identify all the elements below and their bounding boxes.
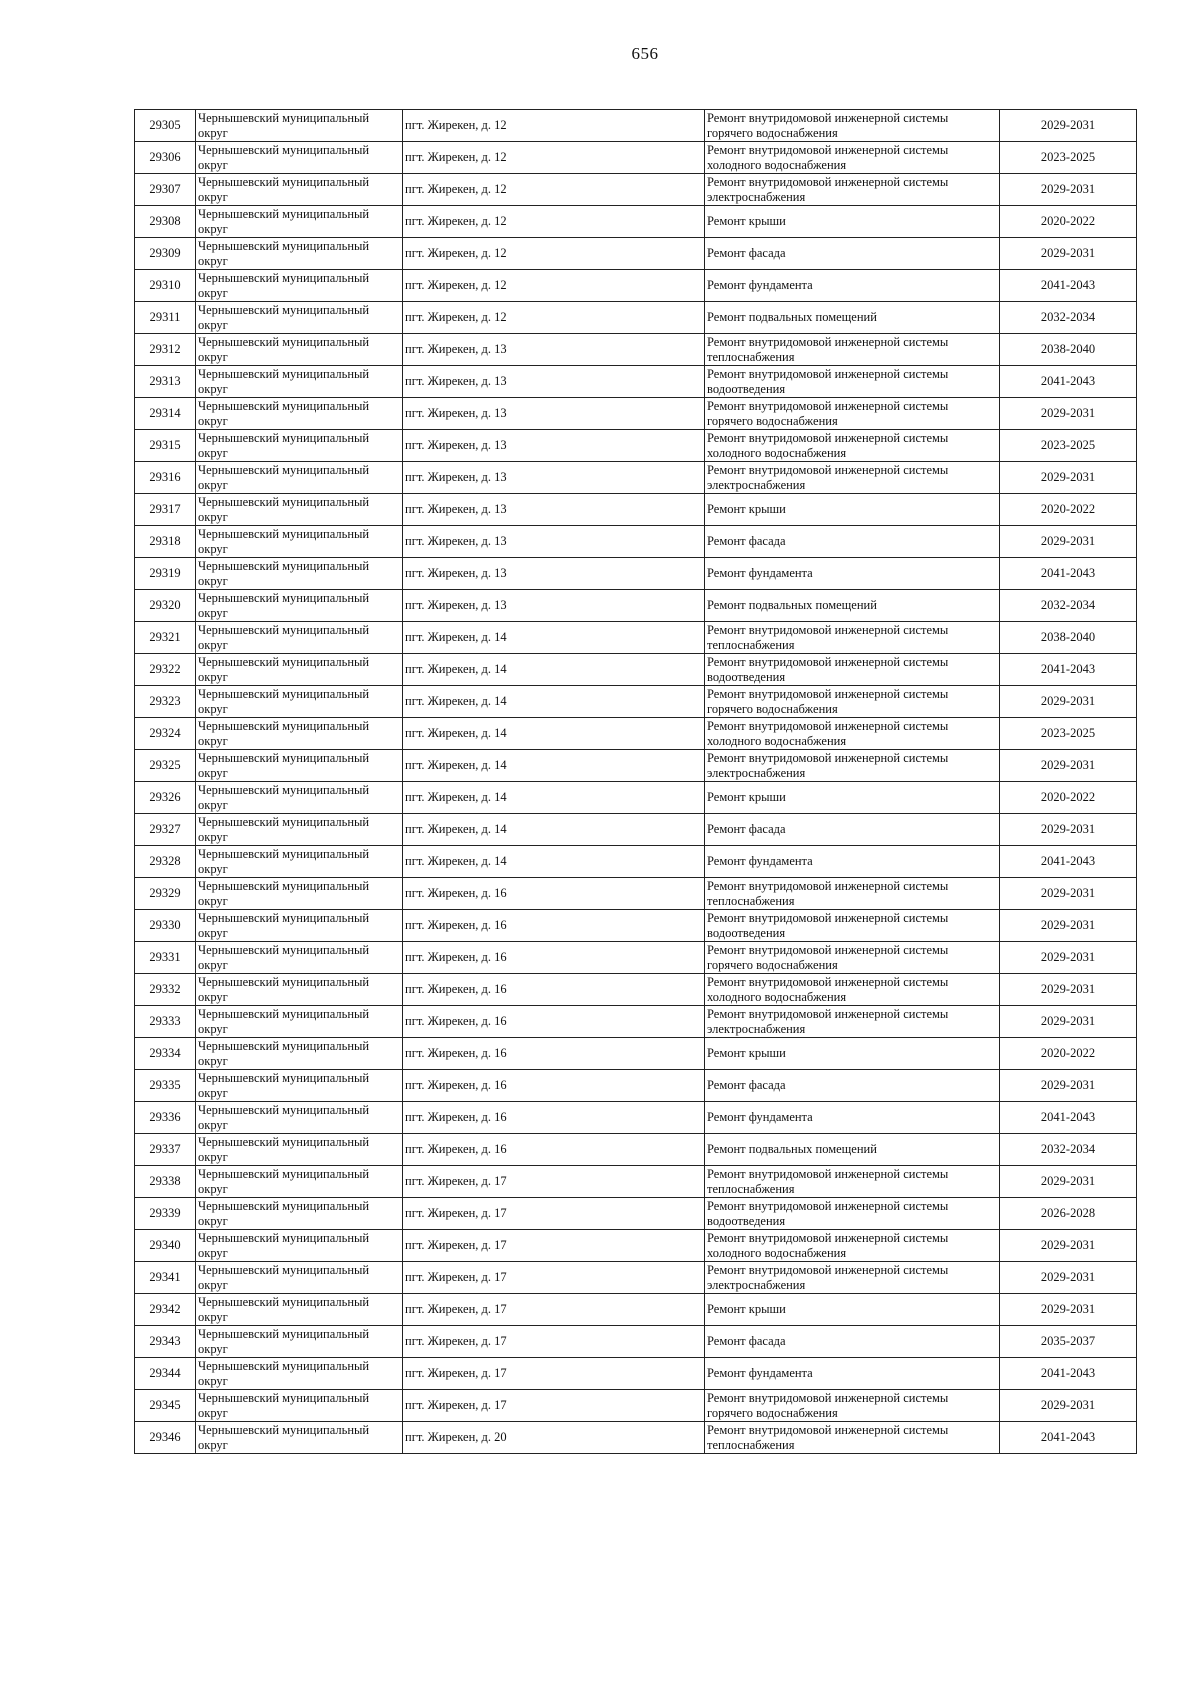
- work-type-cell: Ремонт подвальных помещений: [705, 1134, 1000, 1166]
- municipality-cell: Чернышевский муниципальный округ: [196, 494, 403, 526]
- period-cell: 2041-2043: [1000, 1102, 1137, 1134]
- table-row: [135, 398, 1137, 430]
- municipality-cell: Чернышевский муниципальный округ: [196, 366, 403, 398]
- municipality-cell: Чернышевский муниципальный округ: [196, 398, 403, 430]
- work-type-cell: Ремонт фасада: [705, 1326, 1000, 1358]
- work-type-cell: Ремонт фасада: [705, 238, 1000, 270]
- row-number: 29333: [135, 1006, 196, 1038]
- row-number: 29330: [135, 910, 196, 942]
- row-number: 29339: [135, 1198, 196, 1230]
- row-number: 29316: [135, 462, 196, 494]
- address-cell: пгт. Жирекен, д. 14: [403, 654, 705, 686]
- period-cell: 2041-2043: [1000, 1422, 1137, 1454]
- row-number: 29319: [135, 558, 196, 590]
- period-cell: 2035-2037: [1000, 1326, 1137, 1358]
- row-number: 29342: [135, 1294, 196, 1326]
- row-number: 29318: [135, 526, 196, 558]
- period-cell: 2023-2025: [1000, 430, 1137, 462]
- address-cell: пгт. Жирекен, д. 17: [403, 1262, 705, 1294]
- municipality-cell: Чернышевский муниципальный округ: [196, 1262, 403, 1294]
- municipality-cell: Чернышевский муниципальный округ: [196, 1326, 403, 1358]
- address-cell: пгт. Жирекен, д. 13: [403, 494, 705, 526]
- row-number: 29340: [135, 1230, 196, 1262]
- row-number: 29310: [135, 270, 196, 302]
- table-row: [135, 1038, 1137, 1070]
- table-row: [135, 1134, 1137, 1166]
- municipality-cell: Чернышевский муниципальный округ: [196, 526, 403, 558]
- period-cell: 2029-2031: [1000, 1390, 1137, 1422]
- address-cell: пгт. Жирекен, д. 12: [403, 110, 705, 142]
- table-row: [135, 1166, 1137, 1198]
- table-row: [135, 494, 1137, 526]
- address-cell: пгт. Жирекен, д. 16: [403, 974, 705, 1006]
- period-cell: 2029-2031: [1000, 1294, 1137, 1326]
- work-type-cell: Ремонт фундамента: [705, 1102, 1000, 1134]
- address-cell: пгт. Жирекен, д. 13: [403, 462, 705, 494]
- municipality-cell: Чернышевский муниципальный округ: [196, 1230, 403, 1262]
- table-row: [135, 750, 1137, 782]
- row-number: 29313: [135, 366, 196, 398]
- table-row: [135, 526, 1137, 558]
- table-row: [135, 910, 1137, 942]
- address-cell: пгт. Жирекен, д. 16: [403, 942, 705, 974]
- municipality-cell: Чернышевский муниципальный округ: [196, 782, 403, 814]
- address-cell: пгт. Жирекен, д. 17: [403, 1358, 705, 1390]
- work-type-cell: Ремонт внутридомовой инженерной системы горячего водоснабжения: [705, 942, 1000, 974]
- row-number: 29344: [135, 1358, 196, 1390]
- row-number: 29317: [135, 494, 196, 526]
- municipality-cell: Чернышевский муниципальный округ: [196, 174, 403, 206]
- table-row: [135, 1390, 1137, 1422]
- table-row: [135, 334, 1137, 366]
- address-cell: пгт. Жирекен, д. 16: [403, 1102, 705, 1134]
- municipality-cell: Чернышевский муниципальный округ: [196, 142, 403, 174]
- table-row: [135, 1326, 1137, 1358]
- table-row: [135, 430, 1137, 462]
- address-cell: пгт. Жирекен, д. 16: [403, 1134, 705, 1166]
- address-cell: пгт. Жирекен, д. 16: [403, 910, 705, 942]
- work-type-cell: Ремонт крыши: [705, 782, 1000, 814]
- table-row: [135, 782, 1137, 814]
- row-number: 29311: [135, 302, 196, 334]
- address-cell: пгт. Жирекен, д. 12: [403, 270, 705, 302]
- row-number: 29329: [135, 878, 196, 910]
- municipality-cell: Чернышевский муниципальный округ: [196, 846, 403, 878]
- address-cell: пгт. Жирекен, д. 12: [403, 302, 705, 334]
- work-type-cell: Ремонт фундамента: [705, 1358, 1000, 1390]
- period-cell: 2029-2031: [1000, 686, 1137, 718]
- work-type-cell: Ремонт внутридомовой инженерной системы теплоснабжения: [705, 1422, 1000, 1454]
- address-cell: пгт. Жирекен, д. 13: [403, 398, 705, 430]
- period-cell: 2029-2031: [1000, 174, 1137, 206]
- address-cell: пгт. Жирекен, д. 12: [403, 206, 705, 238]
- row-number: 29320: [135, 590, 196, 622]
- table-row: [135, 174, 1137, 206]
- period-cell: 2041-2043: [1000, 270, 1137, 302]
- work-type-cell: Ремонт фундамента: [705, 270, 1000, 302]
- row-number: 29321: [135, 622, 196, 654]
- address-cell: пгт. Жирекен, д. 17: [403, 1326, 705, 1358]
- work-type-cell: Ремонт крыши: [705, 206, 1000, 238]
- municipality-cell: Чернышевский муниципальный округ: [196, 622, 403, 654]
- table-row: [135, 1230, 1137, 1262]
- address-cell: пгт. Жирекен, д. 17: [403, 1390, 705, 1422]
- row-number: 29331: [135, 942, 196, 974]
- address-cell: пгт. Жирекен, д. 14: [403, 750, 705, 782]
- address-cell: пгт. Жирекен, д. 17: [403, 1294, 705, 1326]
- row-number: 29341: [135, 1262, 196, 1294]
- period-cell: 2041-2043: [1000, 558, 1137, 590]
- address-cell: пгт. Жирекен, д. 17: [403, 1230, 705, 1262]
- work-type-cell: Ремонт внутридомовой инженерной системы горячего водоснабжения: [705, 398, 1000, 430]
- table-row: [135, 1070, 1137, 1102]
- table-row: [135, 622, 1137, 654]
- table-row: [135, 686, 1137, 718]
- work-type-cell: Ремонт подвальных помещений: [705, 302, 1000, 334]
- row-number: 29306: [135, 142, 196, 174]
- period-cell: 2029-2031: [1000, 462, 1137, 494]
- work-type-cell: Ремонт фасада: [705, 814, 1000, 846]
- municipality-cell: Чернышевский муниципальный округ: [196, 1358, 403, 1390]
- municipality-cell: Чернышевский муниципальный округ: [196, 462, 403, 494]
- table-row: [135, 1006, 1137, 1038]
- work-type-cell: Ремонт внутридомовой инженерной системы электроснабжения: [705, 1006, 1000, 1038]
- table-row: [135, 974, 1137, 1006]
- period-cell: 2029-2031: [1000, 1166, 1137, 1198]
- period-cell: 2041-2043: [1000, 846, 1137, 878]
- row-number: 29308: [135, 206, 196, 238]
- work-type-cell: Ремонт внутридомовой инженерной системы электроснабжения: [705, 1262, 1000, 1294]
- municipality-cell: Чернышевский муниципальный округ: [196, 1038, 403, 1070]
- municipality-cell: Чернышевский муниципальный округ: [196, 1198, 403, 1230]
- table-row: [135, 206, 1137, 238]
- repair-schedule-table: [134, 109, 1137, 1454]
- work-type-cell: Ремонт крыши: [705, 1038, 1000, 1070]
- period-cell: 2029-2031: [1000, 1230, 1137, 1262]
- table-row: [135, 590, 1137, 622]
- municipality-cell: Чернышевский муниципальный округ: [196, 942, 403, 974]
- municipality-cell: Чернышевский муниципальный округ: [196, 1006, 403, 1038]
- work-type-cell: Ремонт внутридомовой инженерной системы водоотведения: [705, 910, 1000, 942]
- table-row: [135, 1422, 1137, 1454]
- page-number: 656: [631, 44, 659, 63]
- address-cell: пгт. Жирекен, д. 16: [403, 878, 705, 910]
- work-type-cell: Ремонт внутридомовой инженерной системы горячего водоснабжения: [705, 686, 1000, 718]
- work-type-cell: Ремонт внутридомовой инженерной системы холодного водоснабжения: [705, 1230, 1000, 1262]
- municipality-cell: Чернышевский муниципальный округ: [196, 590, 403, 622]
- table-row: [135, 1102, 1137, 1134]
- address-cell: пгт. Жирекен, д. 12: [403, 238, 705, 270]
- table-row: [135, 462, 1137, 494]
- period-cell: 2020-2022: [1000, 206, 1137, 238]
- municipality-cell: Чернышевский муниципальный округ: [196, 1166, 403, 1198]
- period-cell: 2029-2031: [1000, 750, 1137, 782]
- municipality-cell: Чернышевский муниципальный округ: [196, 110, 403, 142]
- municipality-cell: Чернышевский муниципальный округ: [196, 1134, 403, 1166]
- municipality-cell: Чернышевский муниципальный округ: [196, 1070, 403, 1102]
- period-cell: 2041-2043: [1000, 1358, 1137, 1390]
- table-row: [135, 110, 1137, 142]
- row-number: 29338: [135, 1166, 196, 1198]
- row-number: 29314: [135, 398, 196, 430]
- municipality-cell: Чернышевский муниципальный округ: [196, 814, 403, 846]
- work-type-cell: Ремонт фундамента: [705, 558, 1000, 590]
- period-cell: 2029-2031: [1000, 1070, 1137, 1102]
- table-row: [135, 142, 1137, 174]
- period-cell: 2029-2031: [1000, 110, 1137, 142]
- address-cell: пгт. Жирекен, д. 13: [403, 334, 705, 366]
- municipality-cell: Чернышевский муниципальный округ: [196, 430, 403, 462]
- municipality-cell: Чернышевский муниципальный округ: [196, 974, 403, 1006]
- address-cell: пгт. Жирекен, д. 16: [403, 1006, 705, 1038]
- address-cell: пгт. Жирекен, д. 12: [403, 142, 705, 174]
- row-number: 29335: [135, 1070, 196, 1102]
- period-cell: 2026-2028: [1000, 1198, 1137, 1230]
- work-type-cell: Ремонт внутридомовой инженерной системы водоотведения: [705, 1198, 1000, 1230]
- row-number: 29309: [135, 238, 196, 270]
- table-row: [135, 846, 1137, 878]
- period-cell: 2023-2025: [1000, 718, 1137, 750]
- period-cell: 2029-2031: [1000, 974, 1137, 1006]
- municipality-cell: Чернышевский муниципальный округ: [196, 238, 403, 270]
- row-number: 29305: [135, 110, 196, 142]
- row-number: 29336: [135, 1102, 196, 1134]
- table-row: [135, 270, 1137, 302]
- table-row: [135, 1358, 1137, 1390]
- period-cell: 2029-2031: [1000, 942, 1137, 974]
- period-cell: 2023-2025: [1000, 142, 1137, 174]
- address-cell: пгт. Жирекен, д. 14: [403, 814, 705, 846]
- work-type-cell: Ремонт внутридомовой инженерной системы холодного водоснабжения: [705, 142, 1000, 174]
- work-type-cell: Ремонт внутридомовой инженерной системы горячего водоснабжения: [705, 110, 1000, 142]
- period-cell: 2038-2040: [1000, 334, 1137, 366]
- table-row: [135, 878, 1137, 910]
- period-cell: 2032-2034: [1000, 302, 1137, 334]
- row-number: 29326: [135, 782, 196, 814]
- address-cell: пгт. Жирекен, д. 13: [403, 366, 705, 398]
- row-number: 29346: [135, 1422, 196, 1454]
- address-cell: пгт. Жирекен, д. 13: [403, 430, 705, 462]
- period-cell: 2029-2031: [1000, 814, 1137, 846]
- municipality-cell: Чернышевский муниципальный округ: [196, 686, 403, 718]
- municipality-cell: Чернышевский муниципальный округ: [196, 558, 403, 590]
- row-number: 29328: [135, 846, 196, 878]
- address-cell: пгт. Жирекен, д. 14: [403, 846, 705, 878]
- period-cell: 2029-2031: [1000, 398, 1137, 430]
- period-cell: 2020-2022: [1000, 1038, 1137, 1070]
- period-cell: 2029-2031: [1000, 1262, 1137, 1294]
- table-row: [135, 1262, 1137, 1294]
- row-number: 29332: [135, 974, 196, 1006]
- period-cell: 2032-2034: [1000, 1134, 1137, 1166]
- table-body: [135, 110, 1137, 1454]
- municipality-cell: Чернышевский муниципальный округ: [196, 1294, 403, 1326]
- address-cell: пгт. Жирекен, д. 17: [403, 1166, 705, 1198]
- period-cell: 2032-2034: [1000, 590, 1137, 622]
- row-number: 29343: [135, 1326, 196, 1358]
- address-cell: пгт. Жирекен, д. 14: [403, 718, 705, 750]
- address-cell: пгт. Жирекен, д. 13: [403, 526, 705, 558]
- row-number: 29312: [135, 334, 196, 366]
- table-row: [135, 1198, 1137, 1230]
- municipality-cell: Чернышевский муниципальный округ: [196, 270, 403, 302]
- row-number: 29334: [135, 1038, 196, 1070]
- address-cell: пгт. Жирекен, д. 12: [403, 174, 705, 206]
- table-row: [135, 1294, 1137, 1326]
- table-row: [135, 302, 1137, 334]
- period-cell: 2029-2031: [1000, 910, 1137, 942]
- row-number: 29325: [135, 750, 196, 782]
- period-cell: 2041-2043: [1000, 654, 1137, 686]
- municipality-cell: Чернышевский муниципальный округ: [196, 1390, 403, 1422]
- row-number: 29307: [135, 174, 196, 206]
- address-cell: пгт. Жирекен, д. 14: [403, 782, 705, 814]
- municipality-cell: Чернышевский муниципальный округ: [196, 1102, 403, 1134]
- municipality-cell: Чернышевский муниципальный округ: [196, 302, 403, 334]
- address-cell: пгт. Жирекен, д. 13: [403, 590, 705, 622]
- period-cell: 2029-2031: [1000, 878, 1137, 910]
- municipality-cell: Чернышевский муниципальный округ: [196, 750, 403, 782]
- work-type-cell: Ремонт крыши: [705, 1294, 1000, 1326]
- row-number: 29315: [135, 430, 196, 462]
- work-type-cell: Ремонт подвальных помещений: [705, 590, 1000, 622]
- work-type-cell: Ремонт фасада: [705, 1070, 1000, 1102]
- period-cell: 2029-2031: [1000, 1006, 1137, 1038]
- work-type-cell: Ремонт внутридомовой инженерной системы электроснабжения: [705, 462, 1000, 494]
- table-row: [135, 366, 1137, 398]
- period-cell: 2041-2043: [1000, 366, 1137, 398]
- row-number: 29324: [135, 718, 196, 750]
- period-cell: 2029-2031: [1000, 238, 1137, 270]
- work-type-cell: Ремонт внутридомовой инженерной системы горячего водоснабжения: [705, 1390, 1000, 1422]
- municipality-cell: Чернышевский муниципальный округ: [196, 718, 403, 750]
- table-row: [135, 558, 1137, 590]
- municipality-cell: Чернышевский муниципальный округ: [196, 878, 403, 910]
- work-type-cell: Ремонт крыши: [705, 494, 1000, 526]
- period-cell: 2020-2022: [1000, 494, 1137, 526]
- work-type-cell: Ремонт внутридомовой инженерной системы водоотведения: [705, 654, 1000, 686]
- table-row: [135, 814, 1137, 846]
- work-type-cell: Ремонт внутридомовой инженерной системы водоотведения: [705, 366, 1000, 398]
- period-cell: 2038-2040: [1000, 622, 1137, 654]
- row-number: 29323: [135, 686, 196, 718]
- address-cell: пгт. Жирекен, д. 14: [403, 622, 705, 654]
- work-type-cell: Ремонт внутридомовой инженерной системы холодного водоснабжения: [705, 718, 1000, 750]
- address-cell: пгт. Жирекен, д. 17: [403, 1198, 705, 1230]
- row-number: 29327: [135, 814, 196, 846]
- table-row: [135, 238, 1137, 270]
- work-type-cell: Ремонт внутридомовой инженерной системы холодного водоснабжения: [705, 430, 1000, 462]
- address-cell: пгт. Жирекен, д. 16: [403, 1070, 705, 1102]
- work-type-cell: Ремонт внутридомовой инженерной системы холодного водоснабжения: [705, 974, 1000, 1006]
- period-cell: 2029-2031: [1000, 526, 1137, 558]
- row-number: 29322: [135, 654, 196, 686]
- table-row: [135, 654, 1137, 686]
- municipality-cell: Чернышевский муниципальный округ: [196, 654, 403, 686]
- row-number: 29345: [135, 1390, 196, 1422]
- address-cell: пгт. Жирекен, д. 20: [403, 1422, 705, 1454]
- address-cell: пгт. Жирекен, д. 14: [403, 686, 705, 718]
- work-type-cell: Ремонт внутридомовой инженерной системы электроснабжения: [705, 750, 1000, 782]
- work-type-cell: Ремонт фасада: [705, 526, 1000, 558]
- work-type-cell: Ремонт внутридомовой инженерной системы теплоснабжения: [705, 878, 1000, 910]
- municipality-cell: Чернышевский муниципальный округ: [196, 206, 403, 238]
- address-cell: пгт. Жирекен, д. 13: [403, 558, 705, 590]
- work-type-cell: Ремонт внутридомовой инженерной системы теплоснабжения: [705, 334, 1000, 366]
- work-type-cell: Ремонт внутридомовой инженерной системы теплоснабжения: [705, 1166, 1000, 1198]
- municipality-cell: Чернышевский муниципальный округ: [196, 910, 403, 942]
- period-cell: 2020-2022: [1000, 782, 1137, 814]
- row-number: 29337: [135, 1134, 196, 1166]
- municipality-cell: Чернышевский муниципальный округ: [196, 1422, 403, 1454]
- table-row: [135, 718, 1137, 750]
- address-cell: пгт. Жирекен, д. 16: [403, 1038, 705, 1070]
- municipality-cell: Чернышевский муниципальный округ: [196, 334, 403, 366]
- work-type-cell: Ремонт внутридомовой инженерной системы электроснабжения: [705, 174, 1000, 206]
- table-row: [135, 942, 1137, 974]
- work-type-cell: Ремонт фундамента: [705, 846, 1000, 878]
- work-type-cell: Ремонт внутридомовой инженерной системы теплоснабжения: [705, 622, 1000, 654]
